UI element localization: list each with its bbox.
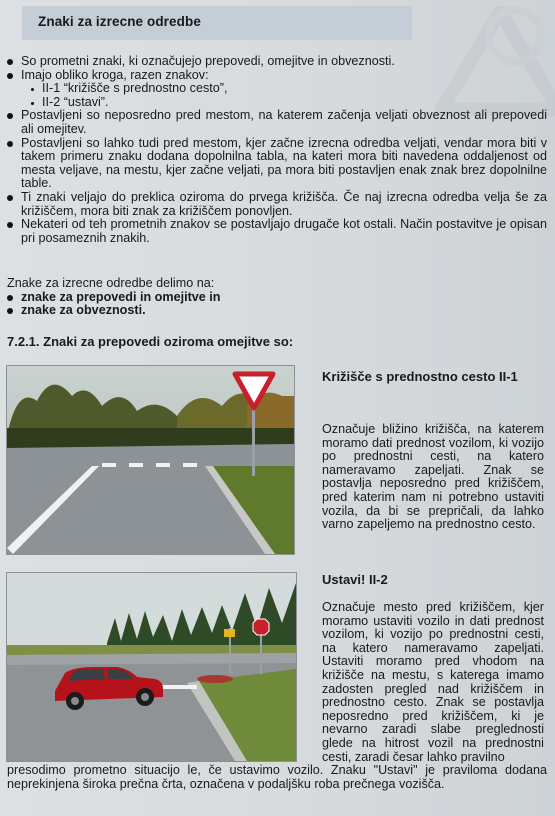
sign2-description-continued: presodimo prometno situacijo le, če ustavimo vozilo. Znaku "Ustavi" je praviloma dodana neprekinjena široka prečna črta, označena v podaljšku roba prečnega vozišča. xyxy=(7,763,547,791)
list-item: So prometni znaki, ki označujejo prepovedi, omejitve in obveznosti. xyxy=(7,55,547,69)
bullet-icon xyxy=(7,308,13,314)
photo-yield-sign-intersection xyxy=(6,365,295,555)
section-heading: 7.2.1. Znaki za prepovedi oziroma omejitve so: xyxy=(7,334,294,349)
sub-bullet-icon xyxy=(31,102,34,105)
list-item: Postavljeni so neposredno pred mestom, na katerem začenja veljati obveznost ali prepovedi ali omejitev. xyxy=(7,109,547,136)
sign2-title: Ustavi! II-2 xyxy=(322,572,388,587)
yield-intersection-illustration xyxy=(7,366,294,554)
list-item: Postavljeni so lahko tudi pred mestom, kjer začne izrecna odredba veljati, vendar mora biti v takem primeru znaku dodana dopolnilna tabla, na kateri mora biti navedena oddaljenost od mesta veljave, na mestu, kjer začne veljati, pa mora biti postavljen enak znak brez dopolnilne table. xyxy=(7,137,547,191)
bullet-icon xyxy=(7,195,13,201)
bullet-list xyxy=(7,55,547,245)
bullet-icon xyxy=(7,73,13,79)
category-item: znake za prepovedi in omejitve in xyxy=(7,291,527,305)
stop-intersection-illustration xyxy=(7,573,296,761)
list-item: Ti znaki veljajo do preklica oziroma do prvega križišča. Če naj izrecna odredba velja še za križiščem, mora biti znak za križiščem ponovljen. xyxy=(7,191,547,218)
page-title: Znaki za izrecne odredbe xyxy=(38,14,201,29)
list-item: Nekateri od teh prometnih znakov se postavljajo drugače kot ostali. Način postavitve je opisan pri posameznih znakih. xyxy=(7,218,547,245)
bullet-icon xyxy=(7,59,13,65)
sub-bullet-icon xyxy=(31,88,34,91)
bullet-icon xyxy=(7,295,13,301)
sub-list-item: II-2 “ustavi”. xyxy=(7,96,547,110)
sign1-description: Označuje bližino križišča, na katerem moramo dati prednost vozilom, ki vozijo po prednostni cesti, na katero nameravamo zapeljati. Znak se postavlja neposredno pred križiščem, pred katerim nam ni potrebno ustaviti vozila, da bi se prepričali, da lahko varno zapeljemo na prednostno cesto. xyxy=(322,422,544,532)
photo-stop-sign-intersection xyxy=(6,572,297,762)
category-intro-text: Znake za izrecne odredbe delimo na: xyxy=(7,276,215,290)
sub-list-item: II-1 “križišče s prednostno cesto”, xyxy=(7,82,547,96)
bullet-icon xyxy=(7,113,13,119)
list-item: Imajo obliko kroga, razen znakov: xyxy=(7,69,547,83)
bullet-icon xyxy=(7,222,13,228)
category-item: znake za obveznosti. xyxy=(7,304,527,318)
sign1-title: Križišče s prednostno cesto II-1 xyxy=(322,369,518,384)
bullet-icon xyxy=(7,141,13,147)
category-intro xyxy=(7,277,527,318)
sign2-description: Označuje mesto pred križiščem, kjer moramo ustaviti vozilo in dati prednost vozilom, ki vozijo po prednostni cesti, na katero nameravamo zapeljati. Ustaviti moramo pred vhodom na križišče na mestu, s katerega imamo zadosten pregled nad križiščem in prednostno cesto. Znak se postavlja neposredno pred križiščem, ki je nevarno zaradi slabe preglednosti glede na hitrost vozil na prednostni cesti, zaradi česar lahko pravilno xyxy=(322,600,544,764)
